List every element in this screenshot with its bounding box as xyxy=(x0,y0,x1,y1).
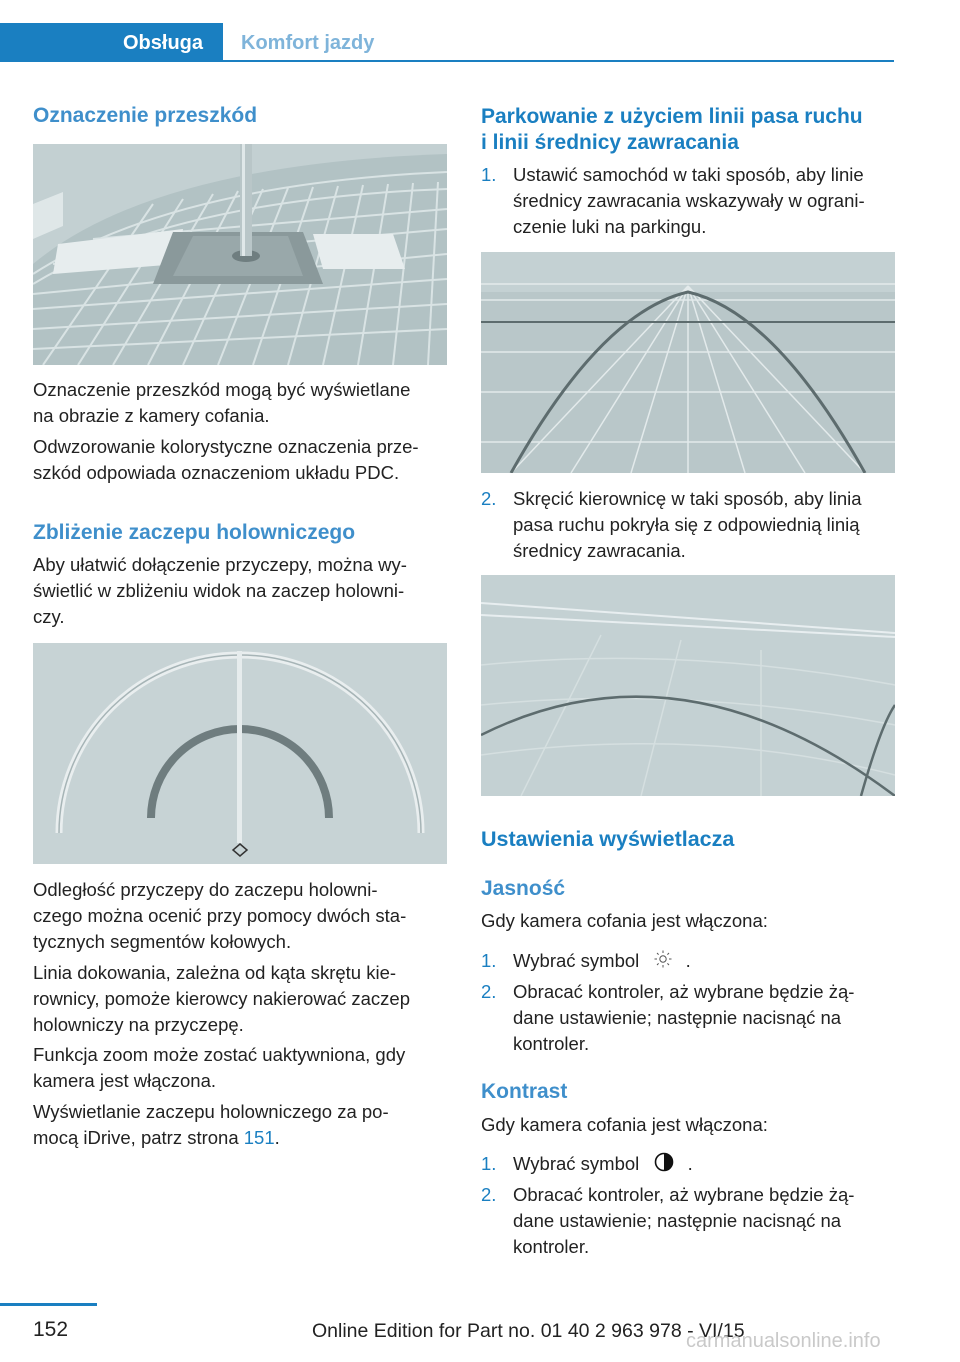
sun-icon xyxy=(654,949,672,975)
brightness-step-2 xyxy=(513,979,854,1057)
brightness-step-1 xyxy=(513,948,691,975)
figure-obstacle-marking xyxy=(33,144,447,365)
text-line: czenie luki na parkingu. xyxy=(513,216,707,237)
zoom-paragraph-4 xyxy=(33,1042,405,1094)
text-line: Obracać kontroler, aż wybrane będzie żą‐ xyxy=(513,1184,855,1205)
zoom-paragraph-3 xyxy=(33,960,410,1038)
watermark: carmanualsonline.info xyxy=(686,1330,881,1352)
contrast-intro: Gdy kamera cofania jest włączona: xyxy=(481,1114,768,1135)
text-line: Odległość przyczepy do zaczepu holowni‐ xyxy=(33,879,378,900)
page-number-bar xyxy=(0,1303,97,1306)
heading-parking xyxy=(481,104,863,156)
text-line: średnicy zawracania wskazywały w ograni‐ xyxy=(513,190,865,211)
text-line: świetlić w zbliżeniu widok na zaczep holowni‐ xyxy=(33,580,405,601)
page-number: 152 xyxy=(33,1318,69,1341)
figure-turning-circle-lines xyxy=(481,252,895,473)
text-line: na obrazie z kamery cofania. xyxy=(33,405,270,426)
step-number: 1. xyxy=(481,1153,497,1174)
text-span: . xyxy=(274,1127,280,1148)
text-line: Aby ułatwić dołączenie przyczepy, można wy‐ xyxy=(33,554,407,575)
text-line: Odwzorowanie kolorystyczne oznaczenia prze‐ xyxy=(33,436,419,457)
zoom-paragraph-1 xyxy=(33,552,407,630)
figure-hitch-zoom xyxy=(33,643,447,864)
contrast-step-2 xyxy=(513,1182,854,1260)
step-number: 1. xyxy=(481,164,497,185)
text-line: kontroler. xyxy=(513,1236,590,1257)
text-line: pasa ruchu pokryła się z odpowiednią linią xyxy=(513,514,860,535)
step-1-text xyxy=(513,162,865,240)
step-number: 2. xyxy=(481,488,497,509)
text-line: Ustawić samochód w taki sposób, aby linie xyxy=(513,164,864,185)
figure-lane-line xyxy=(481,575,895,796)
heading-obstacles: Oznaczenie przeszkód xyxy=(33,104,258,127)
text-span: Wybrać symbol xyxy=(513,950,640,971)
text-line: dane ustawienie; następnie nacisnąć na xyxy=(513,1210,842,1231)
text-line: dane ustawienie; następnie nacisnąć na xyxy=(513,1007,842,1028)
heading-brightness: Jasność xyxy=(481,877,566,900)
text-line: kamera jest włączona. xyxy=(33,1070,217,1091)
text-span: . xyxy=(685,950,691,971)
text-line xyxy=(33,1125,389,1151)
text-span: Wybrać symbol xyxy=(513,1153,640,1174)
text-line: szkód odpowiada oznaczeniom układu PDC. xyxy=(33,462,400,483)
tab-komfort-jazdy[interactable]: Komfort jazdy xyxy=(241,32,375,54)
text-line: holowniczy na przyczepę. xyxy=(33,1014,244,1035)
text-line: kontroler. xyxy=(513,1033,590,1054)
step-2-text xyxy=(513,486,862,564)
text-span: . xyxy=(687,1153,693,1174)
tab-obsluga[interactable] xyxy=(0,23,223,62)
step-number: 2. xyxy=(481,981,497,1002)
obstacles-paragraph-2 xyxy=(33,434,419,486)
text-line: czego można ocenić przy pomocy dwóch sta‐ xyxy=(33,905,407,926)
heading-contrast: Kontrast xyxy=(481,1080,568,1103)
text-line: Linia dokowania, zależna od kąta skrętu kie‐ xyxy=(33,962,397,983)
text-line: tycznych segmentów kołowych. xyxy=(33,931,292,952)
tab-obsluga-label: Obsługa xyxy=(123,32,204,54)
heading-zoom: Zbliżenie zaczepu holowniczego xyxy=(33,521,356,544)
obstacles-paragraph-1 xyxy=(33,377,410,429)
zoom-paragraph-2 xyxy=(33,877,406,955)
text-line: Funkcja zoom może zostać uaktywniona, gdy xyxy=(33,1044,406,1065)
text-line: czy. xyxy=(33,606,65,627)
step-number: 2. xyxy=(481,1184,497,1205)
text-line: Wyświetlanie zaczepu holowniczego za po‐ xyxy=(33,1101,389,1122)
contrast-icon xyxy=(654,1152,674,1179)
text-line: średnicy zawracania. xyxy=(513,540,686,561)
page-link-151[interactable]: 151 xyxy=(243,1127,275,1148)
zoom-paragraph-5 xyxy=(33,1099,389,1151)
heading-line: Parkowanie z użyciem linii pasa ruchu xyxy=(481,105,863,128)
contrast-step-1 xyxy=(513,1151,693,1179)
text-line: Oznaczenie przeszkód mogą być wyświetlane xyxy=(33,379,411,400)
text-span: mocą iDrive, patrz strona xyxy=(33,1127,244,1148)
edition-footer: Online Edition for Part no. 01 40 2 963 978 - VI/15 xyxy=(312,1320,745,1342)
header-rule xyxy=(0,60,894,62)
heading-line: i linii średnicy zawracania xyxy=(481,131,739,154)
step-number: 1. xyxy=(481,950,497,971)
text-line: Skręcić kierownicę w taki sposób, aby linia xyxy=(513,488,862,509)
brightness-intro: Gdy kamera cofania jest włączona: xyxy=(481,910,768,931)
heading-display-settings: Ustawienia wyświetlacza xyxy=(481,827,735,851)
text-line: rownicy, pomoże kierowcy nakierować zaczep xyxy=(33,988,411,1009)
text-line: Obracać kontroler, aż wybrane będzie żą‐ xyxy=(513,981,855,1002)
